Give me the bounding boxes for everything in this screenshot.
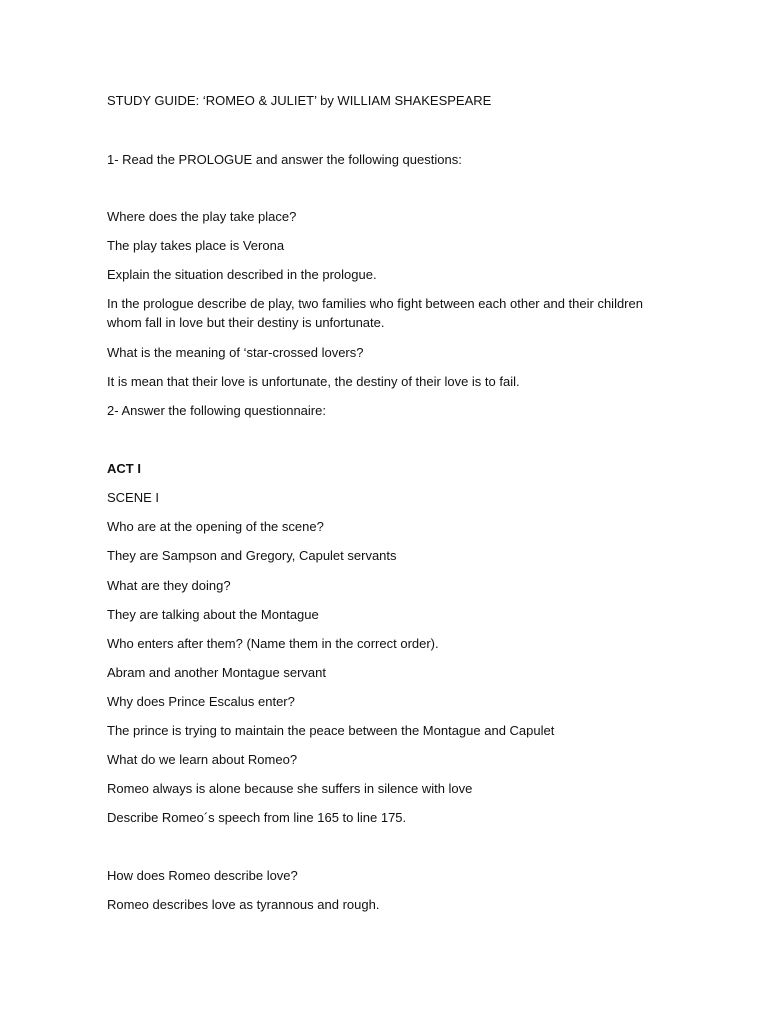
- question-enters: Who enters after them? (Name them in the correct order).: [107, 636, 439, 651]
- question-where: Where does the play take place?: [107, 209, 297, 224]
- answer-prince: The prince is trying to maintain the peace between the Montague and Capulet: [107, 723, 555, 738]
- act-heading: ACT I: [107, 461, 141, 476]
- answer-star-crossed: It is mean that their love is unfortunate, the destiny of their love is to fail.: [107, 374, 520, 389]
- question-situation: Explain the situation described in the prologue.: [107, 267, 377, 282]
- question-opening: Who are at the opening of the scene?: [107, 519, 324, 534]
- section-heading-prologue: 1- Read the PROLOGUE and answer the following questions:: [107, 152, 462, 167]
- question-doing: What are they doing?: [107, 578, 231, 593]
- answer-situation: In the prologue describe de play, two families who fight between each other and their children whom fall in love but their destiny is unfortunate.: [107, 296, 643, 330]
- question-speech: Describe Romeo´s speech from line 165 to line 175.: [107, 810, 407, 825]
- section-heading-questionnaire: 2- Answer the following questionnaire:: [107, 403, 326, 418]
- question-love: How does Romeo describe love?: [107, 868, 298, 883]
- answer-doing: They are talking about the Montague: [107, 607, 319, 622]
- answer-opening: They are Sampson and Gregory, Capulet servants: [107, 548, 397, 563]
- answer-love: Romeo describes love as tyrannous and rough.: [107, 897, 380, 912]
- scene-heading: SCENE I: [107, 490, 160, 505]
- answer-romeo: Romeo always is alone because she suffers in silence with love: [107, 781, 473, 796]
- question-star-crossed: What is the meaning of ‘star-crossed lovers?: [107, 345, 364, 360]
- document-title: STUDY GUIDE: ‘ROMEO & JULIET’ by WILLIAM SHAKESPEARE: [107, 93, 492, 108]
- question-romeo: What do we learn about Romeo?: [107, 752, 298, 767]
- answer-where: The play takes place is Verona: [107, 238, 285, 253]
- answer-enters: Abram and another Montague servant: [107, 665, 326, 680]
- question-prince: Why does Prince Escalus enter?: [107, 694, 295, 709]
